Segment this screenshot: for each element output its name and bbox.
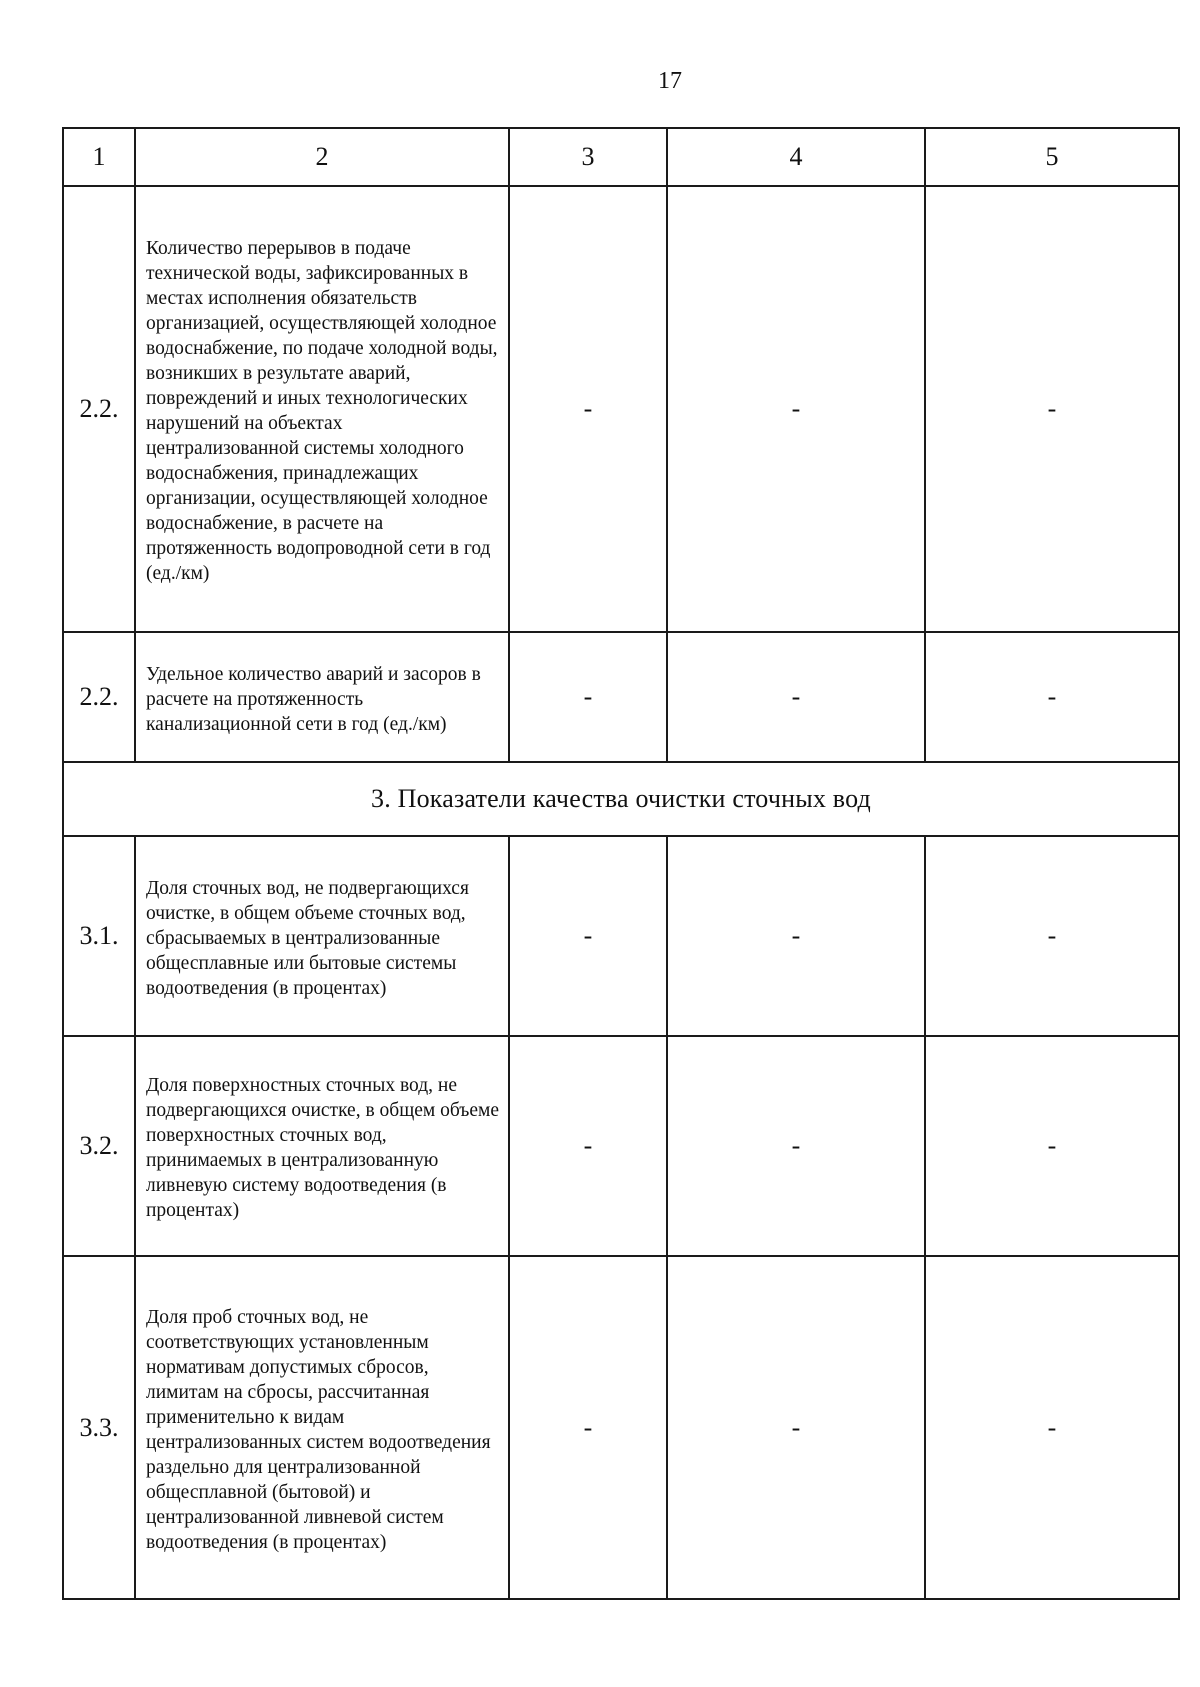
row-description: Доля проб сточных вод, не соответствующих установленным нормативам допустимых сбросов, лимитам на сбросы, рассчитанная применительно к видам централизованных систем водоотведения раздельно для централизованной общесплавной (бытовой) и централизованной ливневой систем водоотведения (в процентах) [135, 1256, 509, 1599]
table-row [63, 1256, 1179, 1599]
column-header-4: 4 [667, 128, 925, 186]
row-number: 3.3. [63, 1256, 135, 1599]
row-value-col3: - [509, 632, 667, 762]
row-value-col3: - [509, 1036, 667, 1256]
section-row [63, 762, 1179, 836]
row-value-col5: - [925, 1036, 1179, 1256]
column-header-5: 5 [925, 128, 1179, 186]
row-value-col4: - [667, 1256, 925, 1599]
row-value-col5: - [925, 1256, 1179, 1599]
row-value-col4: - [667, 186, 925, 632]
row-value-col5: - [925, 836, 1179, 1036]
row-number: 2.2. [63, 186, 135, 632]
row-value-col5: - [925, 186, 1179, 632]
column-header-3: 3 [509, 128, 667, 186]
row-description: Удельное количество аварий и засоров в расчете на протяженность канализационной сети в год (ед./км) [135, 632, 509, 762]
row-number: 3.2. [63, 1036, 135, 1256]
row-value-col4: - [667, 836, 925, 1036]
row-value-col3: - [509, 1256, 667, 1599]
table-row [63, 632, 1179, 762]
row-description: Доля поверхностных сточных вод, не подвергающихся очистке, в общем объеме поверхностных сточных вод, принимаемых в централизованную ливневую систему водоотведения (в процентах) [135, 1036, 509, 1256]
indicators-table [62, 127, 1180, 1600]
row-value-col3: - [509, 186, 667, 632]
column-header-2: 2 [135, 128, 509, 186]
row-description: Доля сточных вод, не подвергающихся очистке, в общем объеме сточных вод, сбрасываемых в централизованные общесплавные или бытовые системы водоотведения (в процентах) [135, 836, 509, 1036]
table-header-row [63, 128, 1179, 186]
row-value-col4: - [667, 1036, 925, 1256]
section-title: 3. Показатели качества очистки сточных вод [63, 762, 1179, 836]
row-value-col3: - [509, 836, 667, 1036]
row-number: 3.1. [63, 836, 135, 1036]
page-number: 17 [658, 68, 682, 94]
row-number: 2.2. [63, 632, 135, 762]
table-row [63, 186, 1179, 632]
row-value-col4: - [667, 632, 925, 762]
table-row [63, 1036, 1179, 1256]
column-header-1: 1 [63, 128, 135, 186]
row-description: Количество перерывов в подаче технической воды, зафиксированных в местах исполнения обязательств организацией, осуществляющей холодное водоснабжение, по подаче холодной воды, возникших в результате аварий, повреждений и иных технологических нарушений на объектах централизованной системы холодного водоснабжения, принадлежащих организации, осуществляющей холодное водоснабжение, в расчете на протяженность водопроводной сети в год (ед./км) [135, 186, 509, 632]
table-row [63, 836, 1179, 1036]
row-value-col5: - [925, 632, 1179, 762]
